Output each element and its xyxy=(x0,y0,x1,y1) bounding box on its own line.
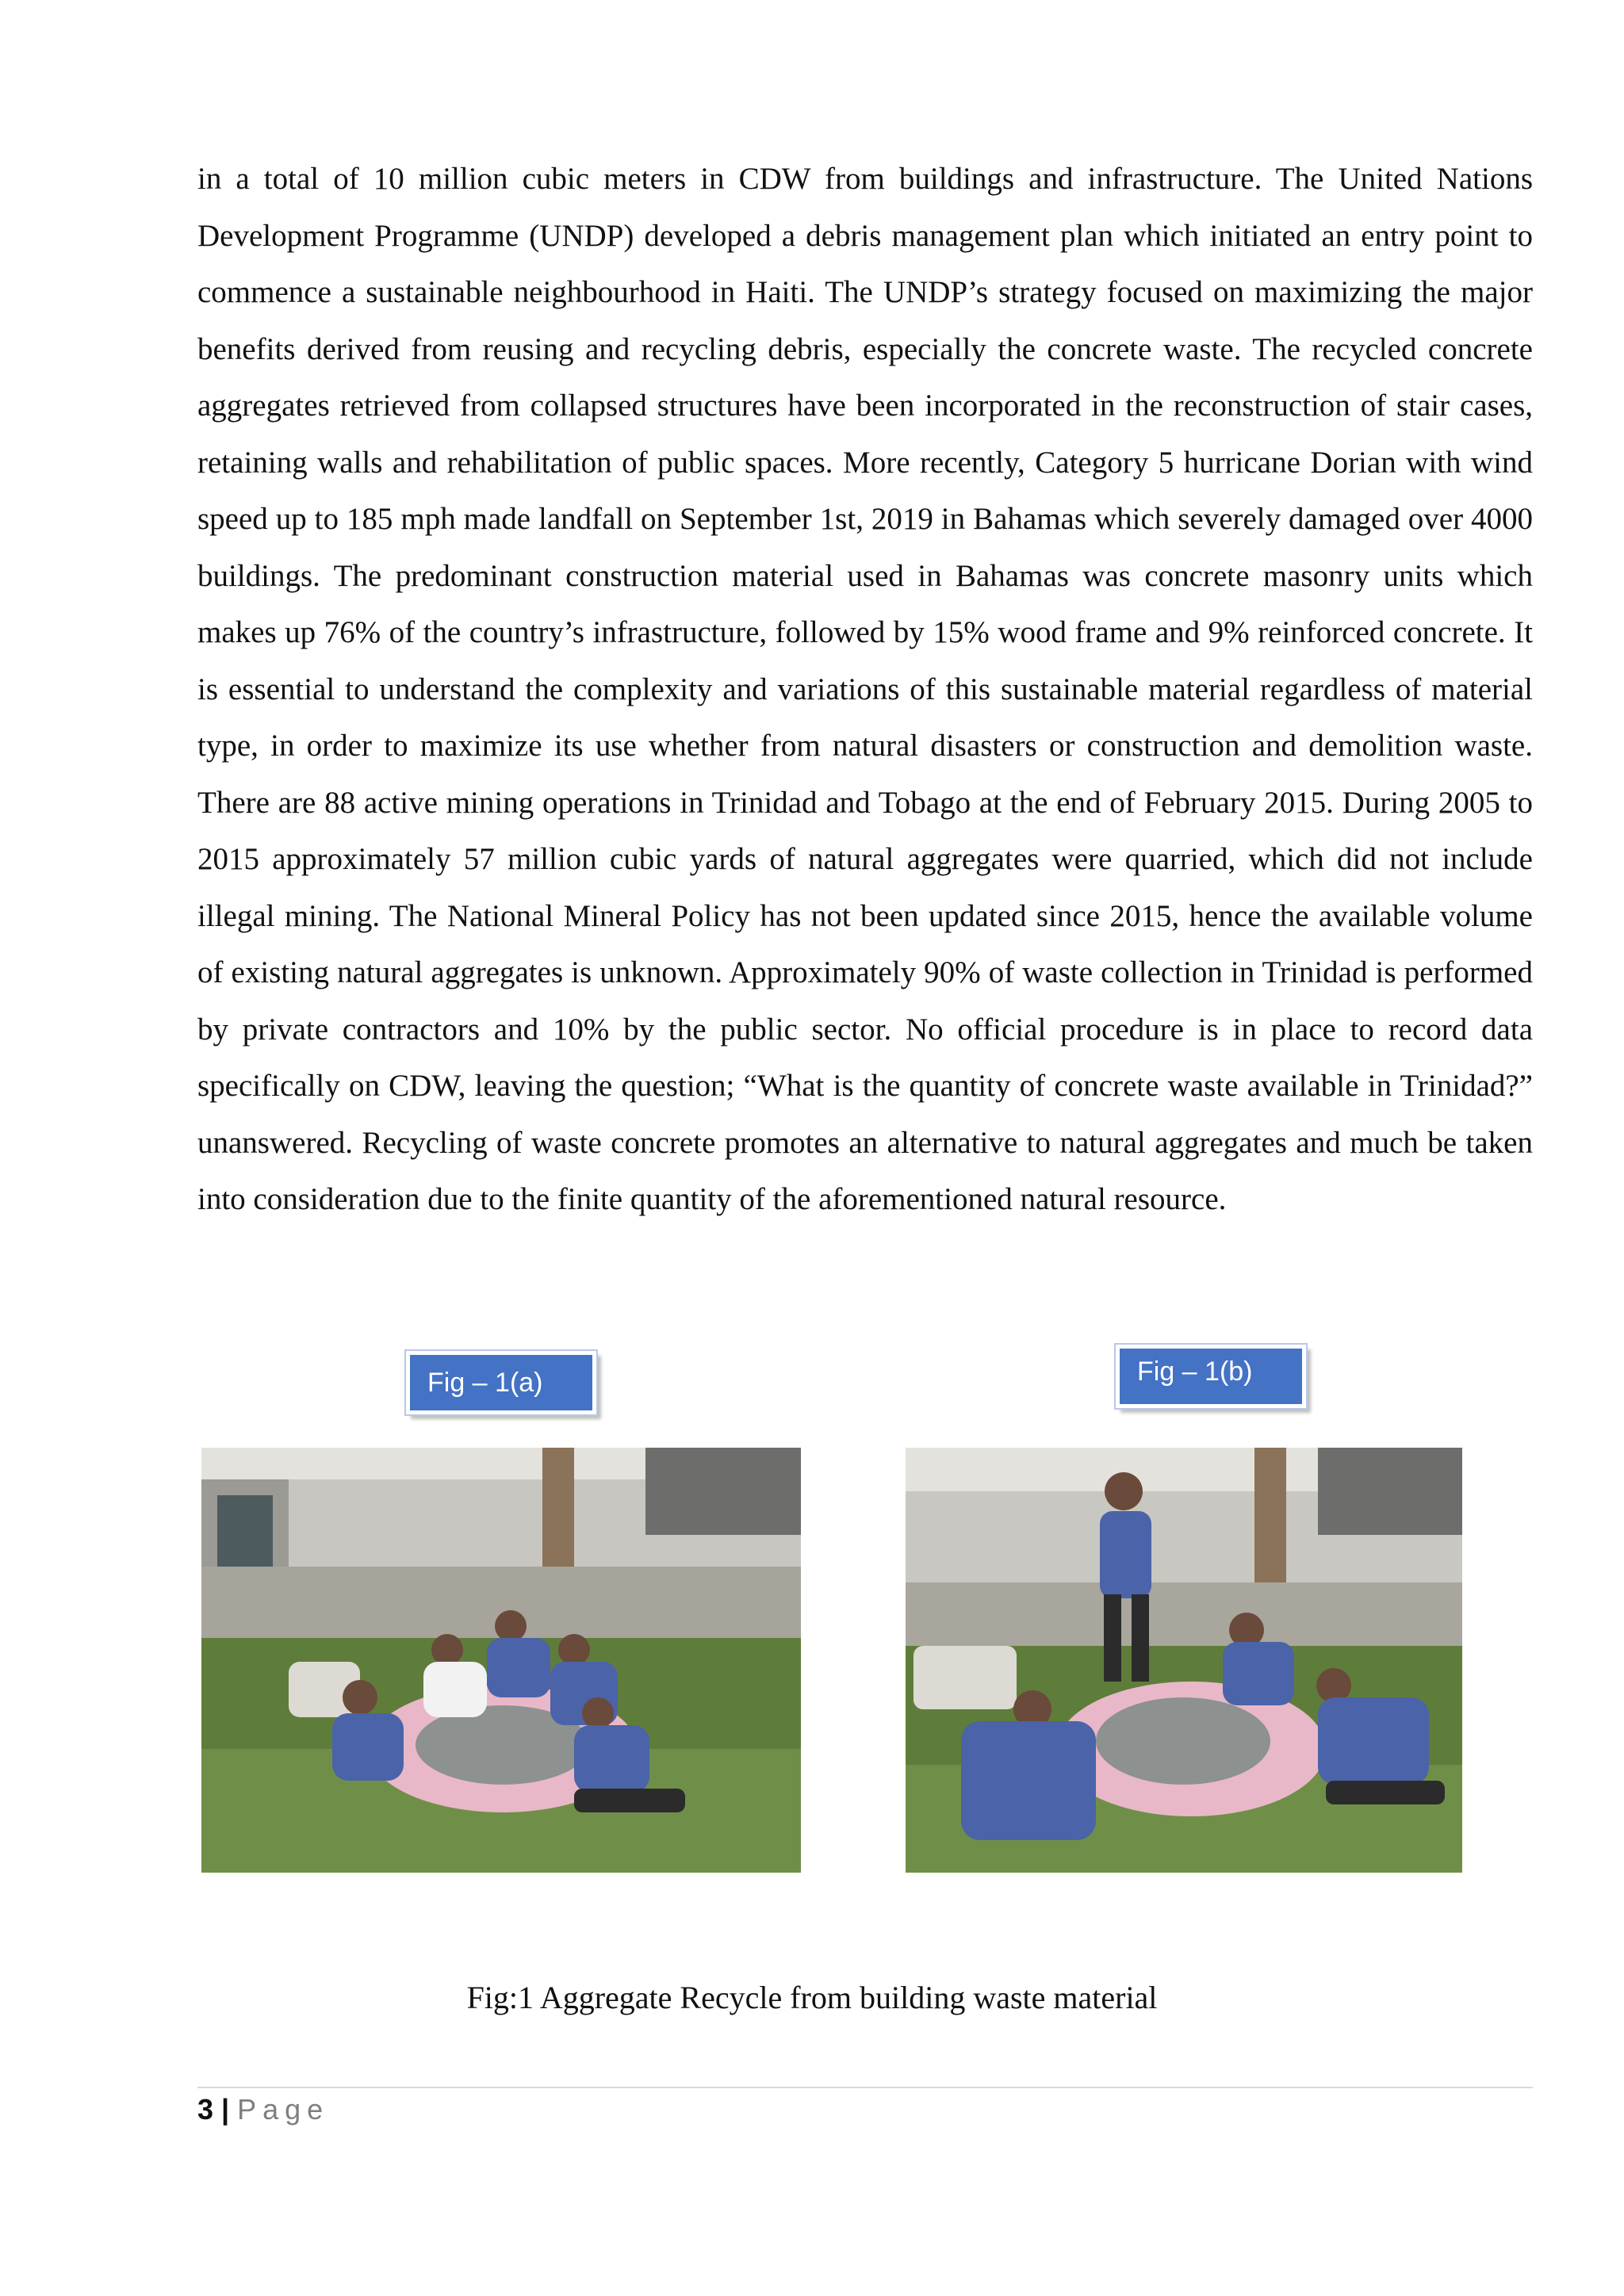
page-number: 3 xyxy=(197,2093,214,2126)
body-paragraph: in a total of 10 million cubic meters in CDW from buildings and infrastructure. The United Nations Development Programme (UNDP) developed a debris management plan which initiated an entry point to commence a sustainable neighbourhood in Haiti. The UNDP’s strategy focused on maximizing the major benefits derived from reusing and recycling debris, especially the concrete waste. The recycled concrete aggregates retrieved from collapsed structures have been incorporated in the reconstruction of stair cases, retaining walls and rehabilitation of public spaces. More recently, Category 5 hurricane Dorian with wind speed up to 185 mph made landfall on September 1st, 2019 in Bahamas which severely damaged over 4000 buildings. The predominant construction material used in Bahamas was concrete masonry units which makes up 76% of the country’s infrastructure, followed by 15% wood frame and 9% reinforced concrete. It is essential to understand the complexity and variations of this sustainable material regardless of material type, in order to maximize its use whether from natural disasters or construction and demolition waste. There are 88 active mining operations in Trinidad and Tobago at the end of February 2015. During 2005 to 2015 approximately 57 million cubic yards of natural aggregates were quarried, which did not include illegal mining. The National Mineral Policy has not been updated since 2015, hence the available volume of existing natural aggregates is unknown. Approximately 90% of waste collection in Trinidad is performed by private contractors and 10% by the public sector. No official procedure is in place to record data specifically on CDW, leaving the question; “What is the quantity of concrete waste available in Trinidad?” unanswered. Recycling of waste concrete promotes an alternative to natural aggregates and much be taken into consideration due to the finite quantity of the aforementioned natural resource. xyxy=(197,162,1533,1216)
page-footer xyxy=(197,2093,329,2126)
fig-1b-label-text: Fig – 1(b) xyxy=(1137,1357,1253,1387)
fig-1a-label-text: Fig – 1(a) xyxy=(427,1367,543,1398)
page-word: Page xyxy=(237,2093,330,2126)
footer-divider xyxy=(197,2087,1533,2088)
fig-1b-label xyxy=(1116,1345,1306,1408)
fig-1b-photo xyxy=(906,1448,1462,1873)
footer-separator: | xyxy=(221,2093,230,2126)
fig-1a-label xyxy=(406,1351,596,1414)
figure-caption: Fig:1 Aggregate Recycle from building waste material xyxy=(466,1980,1158,2015)
fig-1a-photo xyxy=(201,1448,801,1873)
